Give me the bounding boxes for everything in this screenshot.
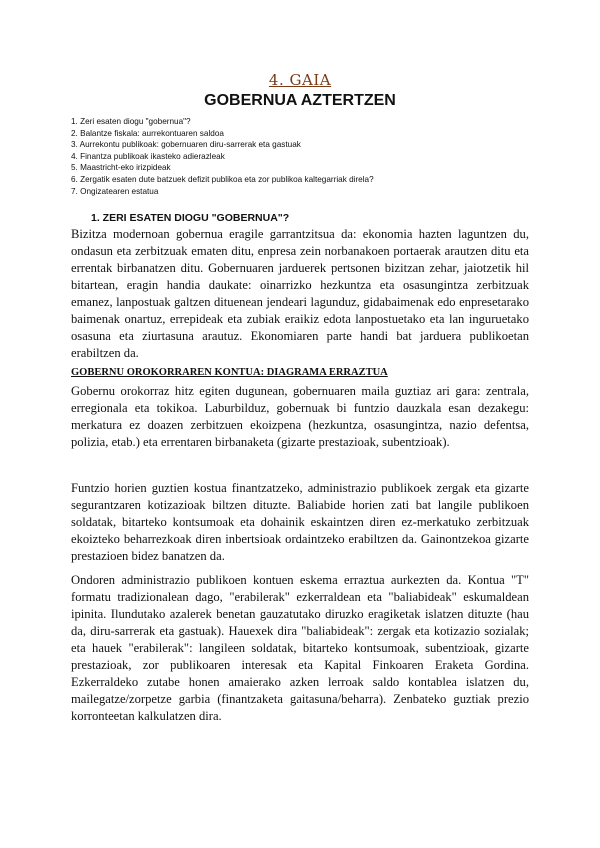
- table-of-contents: [71, 116, 541, 197]
- body-paragraph: Ondoren administrazio publikoen kontuen eskema erraztua aurkezten da. Kontua "T" formatu tradizionalean dago, "erabilerak" ezkerraldean eta "baliabideak" eskumaldean ipinita. Ilundutako azalerek benetan gauzatutako diruzko eragiketak islatzen dituzte (hau da, diru-sarrerak eta gastuak). Hauexek dira "baliabideak": zergak eta kotizazio sozialak; eta hauek "erabilerak": langileen soldatak, bitarteko kontsumoak, subentzioak, gizarte prestazioak, zor publikoaren interesak eta Kapital Finkoaren Eraketa Gordina. Ezkerraldeko zutabe honen amaierako azken lerroak saldo kontablea islatzen du, mailegatze/zorpetze garbia (finantzaketa gaitasuna/beharra). Zenbateko guztiak prezio korronteetan kalkulatzen dira.: [71, 573, 529, 723]
- body-paragraph: Funtzio horien guztien kostua finantzatzeko, administrazio publikoek zergak eta gizarte segurantzaren kotizazioak biltzen dituzte. Baliabide horien zati bat langile publikoen soldatak, bitarteko kontsumoak eta dohainik eskaintzen diren ez-merkatuko zerbitzuak ekoizteko beharrezkoak diren inbertsioak ordaintzeko erabiltzen da. Gainontzekoa gizarte prestazioen bidez banatzen da.: [71, 481, 529, 563]
- toc-item: 5. Maastricht-eko irizpideak: [71, 163, 171, 173]
- toc-item: 7. Ongizatearen estatua: [71, 186, 159, 196]
- toc-item: 3. Aurrekontu publikoak: gobernuaren diru-sarrerak eta gastuak: [71, 140, 301, 150]
- section-heading: 1. ZERI ESATEN DIOGU "GOBERNUA"?: [91, 212, 290, 224]
- toc-item: 6. Zergatik esaten dute batzuek defizit publikoa eta zor publikoa kaltegarriak direla?: [71, 174, 374, 184]
- toc-item: 4. Finantza publikoak ikasteko adierazleak: [71, 151, 225, 161]
- subsection-heading: GOBERNU OROKORRAREN KONTUA: DIAGRAMA ERRAZTUA: [71, 367, 388, 378]
- page-title: GOBERNUA AZTERTZEN: [204, 92, 396, 109]
- chapter-number: 4. GAIA: [268, 71, 332, 89]
- body-paragraph: Gobernu orokorraz hitz egiten dugunean, gobernuaren maila guztiaz ari gara: zentrala, erregionala eta tokikoa. Laburbilduz, gobernuak bi funtzio dauzkala esan dezakegu: merkatura ez doazen zerbitzuen ekoizpena (hezkuntza, osasungintza, nazio defentsa, polizia, etab.) eta errentaren birbanaketa (gizarte prestazioak, subentzioak).: [71, 384, 529, 449]
- toc-item: 2. Balantze fiskala: aurrekontuaren saldoa: [71, 128, 224, 138]
- toc-item: 1. Zeri esaten diogu "gobernua"?: [71, 117, 191, 126]
- body-paragraph: Bizitza modernoan gobernua eragile garrantzitsua da: ekonomia hazten laguntzen du, ondasun eta zerbitzuak ematen ditu, enpresa zein norbanakoen portaerak arautzen ditu eta errentak birbanatzen ditu. Gobernuaren jarduerek pertsonen bizitzan zehar, jaiotzetik hil bitartean, eragin handia daukate: oinarrizko hezkuntza eta osasungintza zerbitzuak emanez, lanpostuak galtzen dituenean jendeari lagunduz, gidabaimenak edo enpresetarako baimenak onartuz, errepideak eta zubiak eraikiz edota lanpostuetako eta lan inguruetako osasuna eta ziurtasuna arautuz. Ekonomiaren parte handi bat jarduera publikoetan erabiltzen da.: [71, 227, 529, 360]
